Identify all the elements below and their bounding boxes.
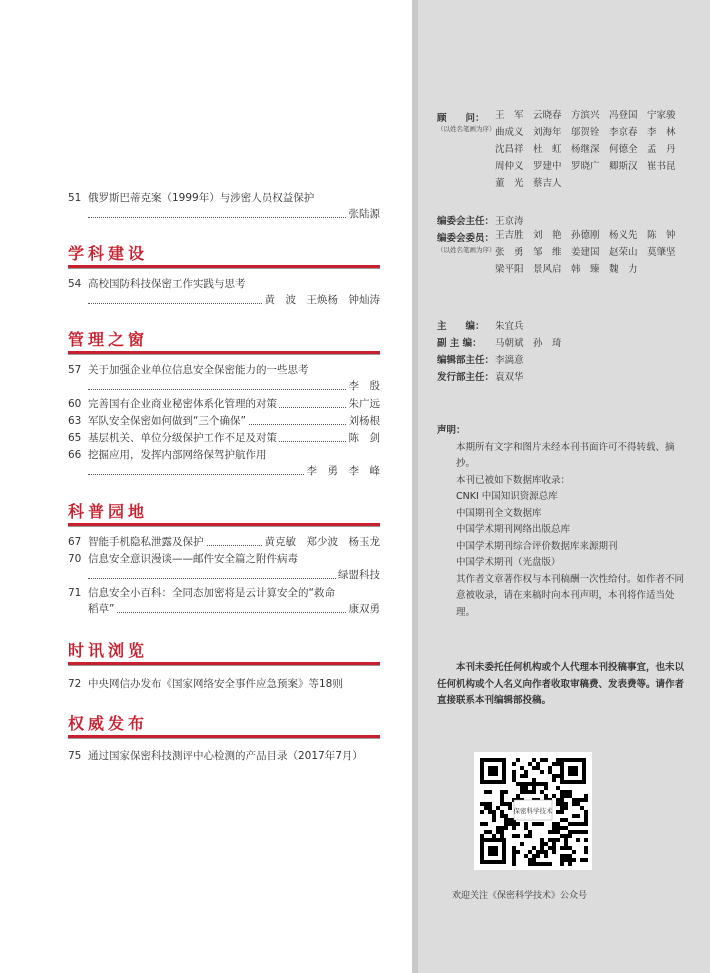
- database-item: 中国学术期刊（光盘版）: [456, 557, 561, 568]
- statement: [437, 423, 687, 621]
- database-item: 中国期刊全文数据库: [456, 507, 542, 519]
- advisor-row: 曲成义 刘海年 邬贺铨 李京春 李 林: [495, 127, 676, 138]
- section-rule: [68, 662, 380, 665]
- section-rule: [68, 265, 380, 268]
- entry-number: 51: [68, 192, 82, 204]
- entry-number: 54: [68, 278, 82, 290]
- entry-number: 71: [68, 587, 82, 599]
- entry-author: 李 殷: [348, 380, 380, 392]
- toc-entry-75[interactable]: [68, 748, 380, 764]
- distribution-director-name: 袁双华: [495, 372, 524, 383]
- qr-caption: 欢迎关注《保密科学技术》公众号: [452, 891, 588, 901]
- deputy-editor-label: 副 主 编：: [437, 338, 482, 349]
- entry-author: 绿盟科技: [338, 569, 380, 581]
- toc-entry-70[interactable]: [68, 551, 380, 583]
- member-row: 张 勇 邹 维 姜建国 赵荣山 莫肇坚: [495, 247, 676, 258]
- submission-notice: 本刊未委托任何机构或个人代理本刊投稿事宜，也未以任何机构或个人名义向作者收取审稿费、发表费等。请作者直接联系本刊编辑部投稿。: [437, 662, 685, 706]
- deputy-editor-name: 马朝斌 孙 琦: [495, 338, 562, 349]
- toc-entry-51[interactable]: [68, 190, 380, 222]
- advisors-note: （以姓名笔画为序）: [437, 125, 496, 133]
- advisors-list: [495, 107, 685, 192]
- statement-title: 声明：: [437, 425, 466, 436]
- statement-copyright: 本期所有文字和图片未经本刊书面许可不得转载、摘抄。: [456, 441, 675, 469]
- entry-number: 66: [68, 449, 82, 461]
- toc-entry-67[interactable]: [68, 534, 380, 550]
- advisor-row: 沈昌祥 杜 虹 杨继深 何德全 孟 丹: [495, 144, 676, 155]
- entry-title: 俄罗斯巴蒂克案（1999年）与涉密人员权益保护: [88, 192, 315, 204]
- advisor-row: 王 军 云晓春 方滨兴 冯登国 宁家骏: [495, 110, 676, 121]
- entry-author: 黄克敏 郑少波 杨玉龙: [264, 536, 380, 548]
- statement-royalty: 其作者文章著作权与本刊稿酬一次性给付。如作者不同意被收录，请在来稿时向本刊声明，本刊将作适当处理。: [456, 573, 685, 618]
- members-label: 编委会委员：: [437, 233, 495, 244]
- members-list: [495, 227, 685, 278]
- toc-entry-63[interactable]: [68, 413, 380, 429]
- entry-title: 高校国防科技保密工作实践与思考: [88, 278, 246, 290]
- entry-title: 信息安全小百科：全同态加密将是云计算安全的“救命: [88, 587, 335, 599]
- entry-number: 67: [68, 536, 82, 548]
- entry-title: 信息安全意识漫谈——邮件安全篇之附件病毒: [88, 553, 298, 565]
- entry-number: 70: [68, 553, 82, 565]
- section-title-news: 时讯浏览: [68, 641, 149, 660]
- entry-author: 康双勇: [348, 603, 380, 615]
- entry-title: 通过国家保密科技测评中心检测的产品目录（2017年7月）: [88, 750, 363, 762]
- office-director-label: 编辑部主任：: [437, 355, 495, 366]
- entry-number: 57: [68, 364, 82, 376]
- entry-author: 黄 波 王焕杨 钟灿涛: [264, 294, 380, 306]
- entry-title-cont: 稻草”: [68, 603, 116, 615]
- entry-number: 63: [68, 415, 82, 427]
- entry-author: 陈 剑: [348, 432, 380, 444]
- section-rule: [68, 523, 380, 526]
- chief-editor-label: 主 编：: [437, 321, 485, 332]
- member-row: 王吉胜 刘 艳 孙德刚 杨义先 陈 钟: [495, 230, 676, 241]
- entry-author: 张陆源: [348, 208, 380, 220]
- entry-number: 60: [68, 398, 82, 410]
- section-title-management: 管理之窗: [68, 330, 149, 349]
- section-title-discipline: 学科建设: [68, 244, 149, 263]
- toc-entry-54[interactable]: [68, 276, 380, 308]
- entry-number: 72: [68, 678, 82, 690]
- database-item: 中国学术期刊网络出版总库: [456, 524, 571, 535]
- toc-entry-60[interactable]: [68, 396, 380, 412]
- entry-author: 朱广远: [348, 398, 380, 410]
- section-rule: [68, 735, 380, 738]
- statement-databases-intro: 本刊已被如下数据库收录：: [456, 474, 571, 486]
- entry-author: 刘杨根: [348, 415, 380, 427]
- qr-code-icon: [474, 752, 592, 870]
- director-label: 编委会主任：: [437, 216, 495, 227]
- members-note: （以姓名笔画为序）: [437, 246, 496, 254]
- toc-entry-72[interactable]: [68, 676, 380, 692]
- qr-center-label: 保密科学技术: [513, 807, 553, 815]
- toc-entry-57[interactable]: [68, 362, 380, 394]
- director-name: 王京涛: [495, 216, 524, 227]
- toc-entry-66[interactable]: [68, 447, 380, 479]
- database-item: CNKI 中国知识资源总库: [456, 491, 558, 502]
- entry-title: 关于加强企业单位信息安全保密能力的一些思考: [88, 364, 309, 376]
- toc-entry-65[interactable]: [68, 430, 380, 446]
- advisors-label: 顾 问：: [437, 113, 485, 124]
- entry-author: 李 勇 李 峰: [306, 465, 380, 477]
- entry-title: 中央网信办发布《国家网络安全事件应急预案》等18则: [88, 678, 343, 690]
- member-row: 梁平阳 景风启 韩 臻 魏 力: [495, 264, 638, 275]
- entry-title: 智能手机隐私泄露及保护: [88, 536, 204, 548]
- database-item: 中国学术期刊综合评价数据库来源期刊: [456, 540, 618, 552]
- section-rule: [68, 351, 380, 354]
- qr-code[interactable]: [474, 752, 592, 870]
- advisor-row: 周仲义 罗建中 罗晓广 卿斯汉 崔书昆: [495, 161, 676, 172]
- advisor-row: 董 光 蔡吉人: [495, 178, 562, 189]
- entry-title: 基层机关、单位分级保护工作不足及对策: [88, 432, 277, 444]
- section-title-release: 权威发布: [68, 714, 149, 733]
- entry-number: 65: [68, 432, 82, 444]
- office-director-name: 李漓意: [495, 355, 524, 366]
- distribution-director-label: 发行部主任：: [437, 372, 495, 383]
- entry-title: 完善国有企业商业秘密体系化管理的对策: [88, 398, 277, 410]
- entry-number: 75: [68, 750, 82, 762]
- chief-editor-name: 朱宜兵: [495, 321, 524, 332]
- section-title-science: 科普园地: [68, 502, 149, 521]
- toc-entry-71[interactable]: [68, 585, 380, 617]
- entry-title: 军队安全保密如何做到“三个确保”: [88, 415, 246, 427]
- entry-title: 挖掘应用，发挥内部网络保驾护航作用: [88, 449, 267, 461]
